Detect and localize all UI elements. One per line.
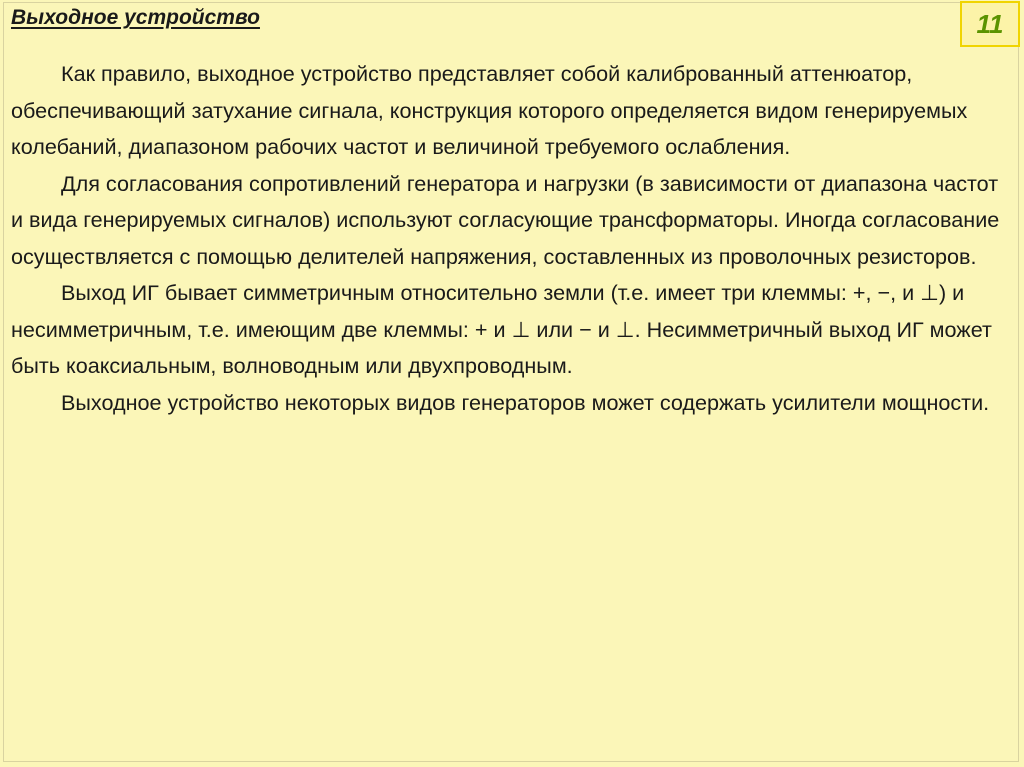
slide-title: Выходное устройство bbox=[11, 6, 260, 29]
page-number: 11 bbox=[976, 8, 1004, 39]
page-number-badge bbox=[960, 1, 1020, 47]
slide-body bbox=[11, 56, 1001, 421]
paragraph-4: Выходное устройство некоторых видов генераторов может содержать усилители мощности. bbox=[61, 389, 990, 415]
paragraph-1: Как правило, выходное устройство представляет собой калиброванный аттенюатор, обеспечивающий затухание сигнала, конструкция которого определяется видом генерируемых колебаний, диапазоном рабочих частот и величиной требуемого ослабления. bbox=[11, 61, 968, 159]
paragraph-2: Для согласования сопротивлений генератора и нагрузки (в зависимости от диапазона частот и вида генерируемых сигналов) используют согласующие трансформаторы. Иногда согласование осуществляется с помощью делителей напряжения, составленных из проволочных резисторов. bbox=[11, 170, 1000, 269]
paragraph-3: Выход ИГ бывает симметричным относительно земли (т.е. имеет три клеммы: +, −, и ⊥) и несимметричным, т.е. имеющим две клеммы: + и ⊥ или − и ⊥. Несимметричный выход ИГ может быть коаксиальным, волноводным или двухпроводным. bbox=[11, 280, 992, 378]
